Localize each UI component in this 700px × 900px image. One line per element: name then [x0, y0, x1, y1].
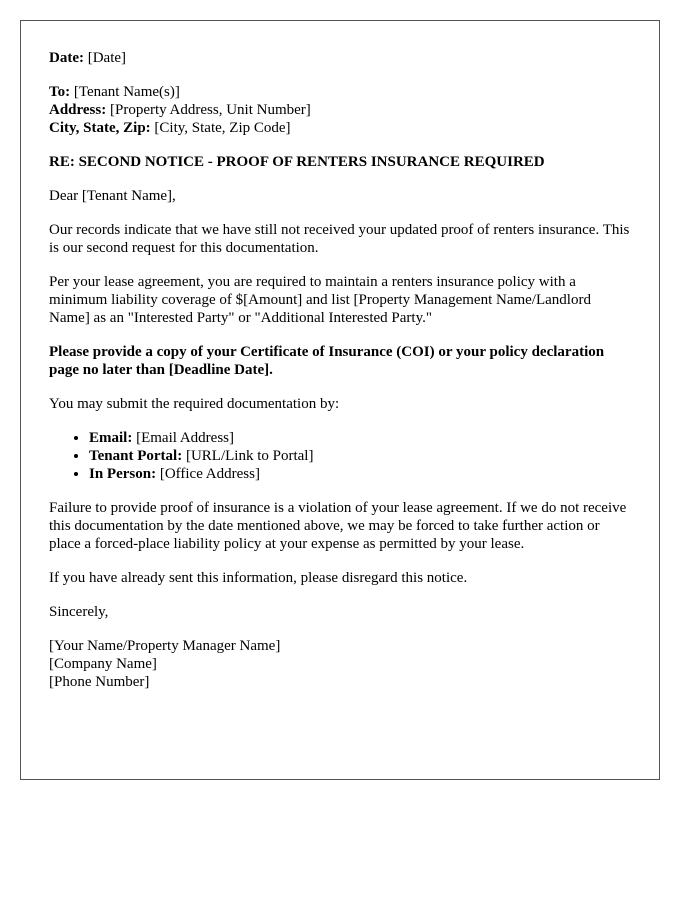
closing: Sincerely, — [49, 604, 109, 620]
in-person-label: In Person: — [89, 466, 157, 482]
paragraph-submit-intro: You may submit the required documentation by: — [49, 396, 340, 412]
paragraph-records: Our records indicate that we have still not received your updated proof of renters insurance. This is our second request for this documentation. — [49, 222, 630, 256]
city-state-zip-line — [49, 119, 631, 137]
date-value: [Date] — [87, 50, 127, 66]
to-line — [49, 83, 631, 101]
paragraph-deadline — [49, 343, 631, 379]
to-label: To: — [49, 84, 71, 100]
paragraph-disregard: If you have already sent this information, please disregard this notice. — [49, 570, 468, 586]
date-line — [49, 49, 631, 67]
address-value: [Property Address, Unit Number] — [109, 102, 311, 118]
letter-page — [20, 20, 660, 780]
recipient-block — [49, 83, 631, 137]
salutation: Dear [Tenant Name], — [49, 188, 176, 204]
signature-phone: [Phone Number] — [49, 674, 150, 690]
paragraph-lease-requirement: Per your lease agreement, you are required to maintain a renters insurance policy with a minimum liability coverage of $[Amount] and list [Property Management Name/Landlord Name] as an "Interested Party" or "Additional Interested Party." — [49, 274, 591, 326]
signature-name: [Your Name/Property Manager Name] — [49, 638, 281, 654]
list-item-email — [89, 429, 631, 447]
list-item-in-person — [89, 465, 631, 483]
email-value: [Email Address] — [136, 430, 234, 446]
signature-block — [49, 637, 631, 691]
to-value: [Tenant Name(s)] — [73, 84, 180, 100]
portal-value: [URL/Link to Portal] — [185, 448, 314, 464]
email-label: Email: — [89, 430, 133, 446]
subject-text: RE: SECOND NOTICE - PROOF OF RENTERS INSURANCE REQUIRED — [49, 154, 545, 170]
subject-line — [49, 153, 631, 171]
city-state-zip-value: [City, State, Zip Code] — [154, 120, 291, 136]
city-state-zip-label: City, State, Zip: — [49, 120, 151, 136]
address-label: Address: — [49, 102, 107, 118]
deadline-text: Please provide a copy of your Certificate of Insurance (COI) or your policy declaration page no later than [Deadline Date]. — [49, 344, 605, 378]
submission-methods-list — [49, 429, 631, 483]
date-label: Date: — [49, 50, 84, 66]
portal-label: Tenant Portal: — [89, 448, 183, 464]
in-person-value: [Office Address] — [159, 466, 260, 482]
paragraph-failure-warning: Failure to provide proof of insurance is a violation of your lease agreement. If we do not receive this documentation by the date mentioned above, we may be forced to take further action or place a forced-place liability policy at your expense as permitted by your lease. — [49, 500, 627, 552]
list-item-portal — [89, 447, 631, 465]
address-line — [49, 101, 631, 119]
signature-company: [Company Name] — [49, 656, 157, 672]
